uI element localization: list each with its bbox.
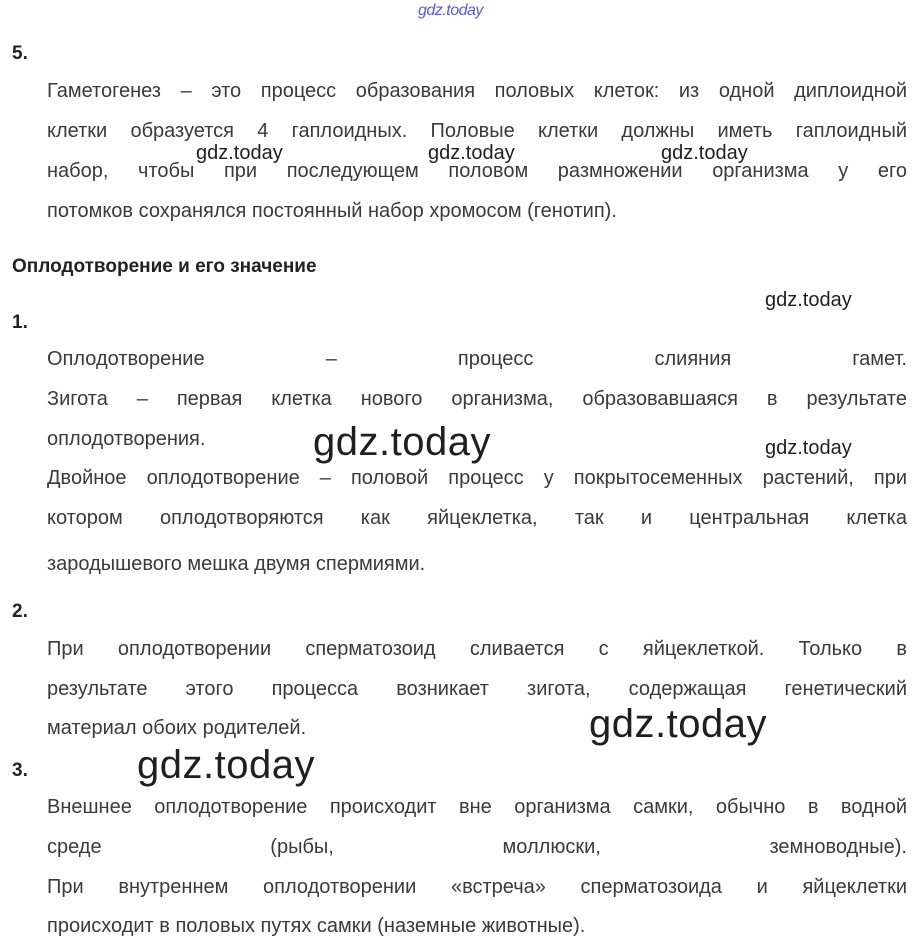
question-number-2: 2. [12,601,28,622]
section-number-5: 5. [12,43,28,64]
q2-line-2: результате этого процесса возникает зигота, содержащая генетический [47,678,907,700]
watermark: gdz.today [661,142,748,164]
q1-line-6: зародышевого мешка двумя спермиями. [47,553,426,575]
q1-line-4: Двойное оплодотворение – половой процесс у покрытосеменных растений, при [47,467,907,489]
section-heading: Оплодотворение и его значение [12,256,317,277]
q1-line-5: котором оплодотворяются как яйцеклетка, так и центральная клетка [47,507,907,529]
watermark: gdz.today [428,142,515,164]
question-number-1: 1. [12,312,28,333]
watermark: gdz.today [196,142,283,164]
q2-line-1: При оплодотворении сперматозоид сливается с яйцеклеткой. Только в [47,638,907,660]
q1-line-3: оплодотворения. [47,428,206,450]
q1-line-2: Зигота – первая клетка нового организма, образовавшаяся в результате [47,388,907,410]
section5-line-2: клетки образуется 4 гаплоидных. Половые клетки должны иметь гаплоидный [47,120,907,142]
section5-line-1: Гаметогенез – это процесс образования половых клеток: из одной диплоидной [47,80,907,102]
q1-line-1: Оплодотворение – процесс слияния гамет. [47,348,907,370]
watermark: gdz.today [137,743,315,787]
section5-line-3: набор, чтобы при последующем половом размножении организма у его [47,160,907,182]
watermark-top: gdz.today [418,2,483,19]
q3-line-2: среде (рыбы, моллюски, земноводные). [47,836,907,858]
watermark: gdz.today [765,437,852,459]
q3-line-3: При внутреннем оплодотворении «встреча» сперматозоида и яйцеклетки [47,876,907,898]
watermark: gdz.today [313,420,491,464]
watermark: gdz.today [589,702,767,746]
section5-line-4: потомков сохранялся постоянный набор хромосом (генотип). [47,200,617,222]
q3-line-1: Внешнее оплодотворение происходит вне организма самки, обычно в водной [47,796,907,818]
question-number-3: 3. [12,760,28,781]
q3-line-4: происходит в половых путях самки (наземные животные). [47,915,586,937]
watermark: gdz.today [765,289,852,311]
q2-line-3: материал обоих родителей. [47,717,307,739]
